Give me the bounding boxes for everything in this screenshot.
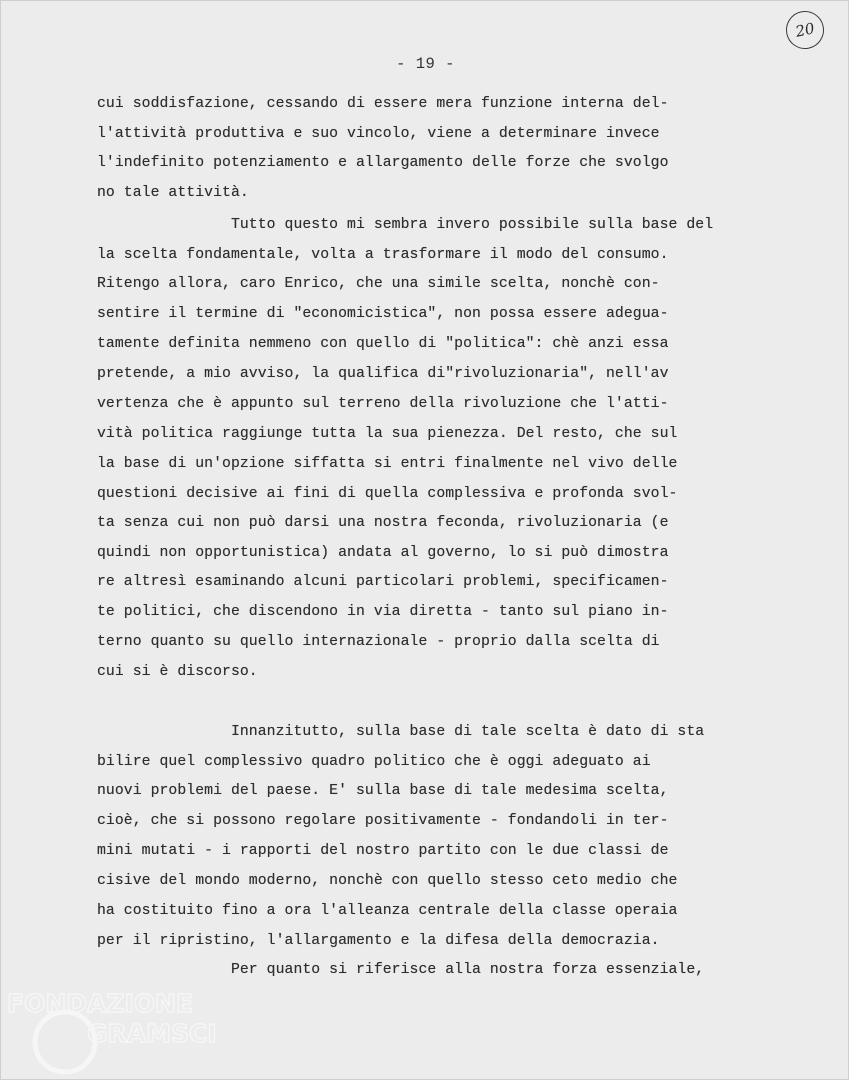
text-line: cui si è discorso. <box>97 664 258 680</box>
page-number: - 19 - <box>396 55 455 73</box>
text-line: la base di un'opzione siffatta si entri finalmente nel vivo delle <box>97 456 678 472</box>
text-line: l'indefinito potenziamento e allargamento delle forze che svolgo <box>97 155 669 171</box>
text-line: Innanzitutto, sulla base di tale scelta è dato di sta <box>97 724 705 740</box>
text-line: sentire il termine di "economicistica", non possa essere adegua- <box>97 306 669 322</box>
text-line: quindi non opportunistica) andata al governo, lo si può dimostra <box>97 545 669 561</box>
text-line: la scelta fondamentale, volta a trasformare il modo del consumo. <box>97 247 669 263</box>
text-line: Ritengo allora, caro Enrico, che una simile scelta, nonchè con- <box>97 276 660 292</box>
text-line: ta senza cui non può darsi una nostra feconda, rivoluzionaria (e <box>97 515 669 531</box>
text-line: terno quanto su quello internazionale - proprio dalla scelta di <box>97 634 660 650</box>
text-line: vità politica raggiunge tutta la sua pienezza. Del resto, che sul <box>97 426 678 442</box>
text-line: bilire quel complessivo quadro politico che è oggi adeguato ai <box>97 754 651 770</box>
fondazione-gramsci-watermark <box>3 986 233 1076</box>
text-line: tamente definita nemmeno con quello di "politica": chè anzi essa <box>97 336 669 352</box>
text-line: Per quanto si riferisce alla nostra forza essenziale, <box>97 962 705 978</box>
text-line: cui soddisfazione, cessando di essere mera funzione interna del- <box>97 96 669 112</box>
text-line: cioè, che si possono regolare positivamente - fondandoli in ter- <box>97 813 669 829</box>
watermark-line-2: GRAMSCI <box>87 1019 217 1048</box>
text-line: no tale attività. <box>97 185 249 201</box>
text-line: Tutto questo mi sembra invero possibile sulla base del <box>97 217 714 233</box>
text-line: cisive del mondo moderno, nonchè con quello stesso ceto medio che <box>97 873 678 889</box>
text-line: questioni decisive ai fini di quella complessiva e profonda svol- <box>97 486 678 502</box>
text-line: re altresì esaminando alcuni particolari problemi, specificamen- <box>97 574 669 590</box>
text-line: per il ripristino, l'allargamento e la difesa della democrazia. <box>97 933 660 949</box>
watermark-line-1: FONDAZIONE <box>7 989 194 1018</box>
text-line: te politici, che discendono in via diretta - tanto sul piano in- <box>97 604 669 620</box>
text-line: pretende, a mio avviso, la qualifica di"rivoluzionaria", nell'av <box>97 366 669 382</box>
text-line: mini mutati - i rapporti del nostro partito con le due classi de <box>97 843 669 859</box>
text-line: l'attività produttiva e suo vincolo, viene a determinare invece <box>97 126 660 142</box>
text-line: ha costituito fino a ora l'alleanza centrale della classe operaia <box>97 903 678 919</box>
text-line: vertenza che è appunto sul terreno della rivoluzione che l'atti- <box>97 396 669 412</box>
archive-number-stamp: 20 <box>782 7 827 52</box>
text-line: nuovi problemi del paese. E' sulla base di tale medesima scelta, <box>97 783 669 799</box>
watermark-g-logo <box>35 1012 95 1072</box>
